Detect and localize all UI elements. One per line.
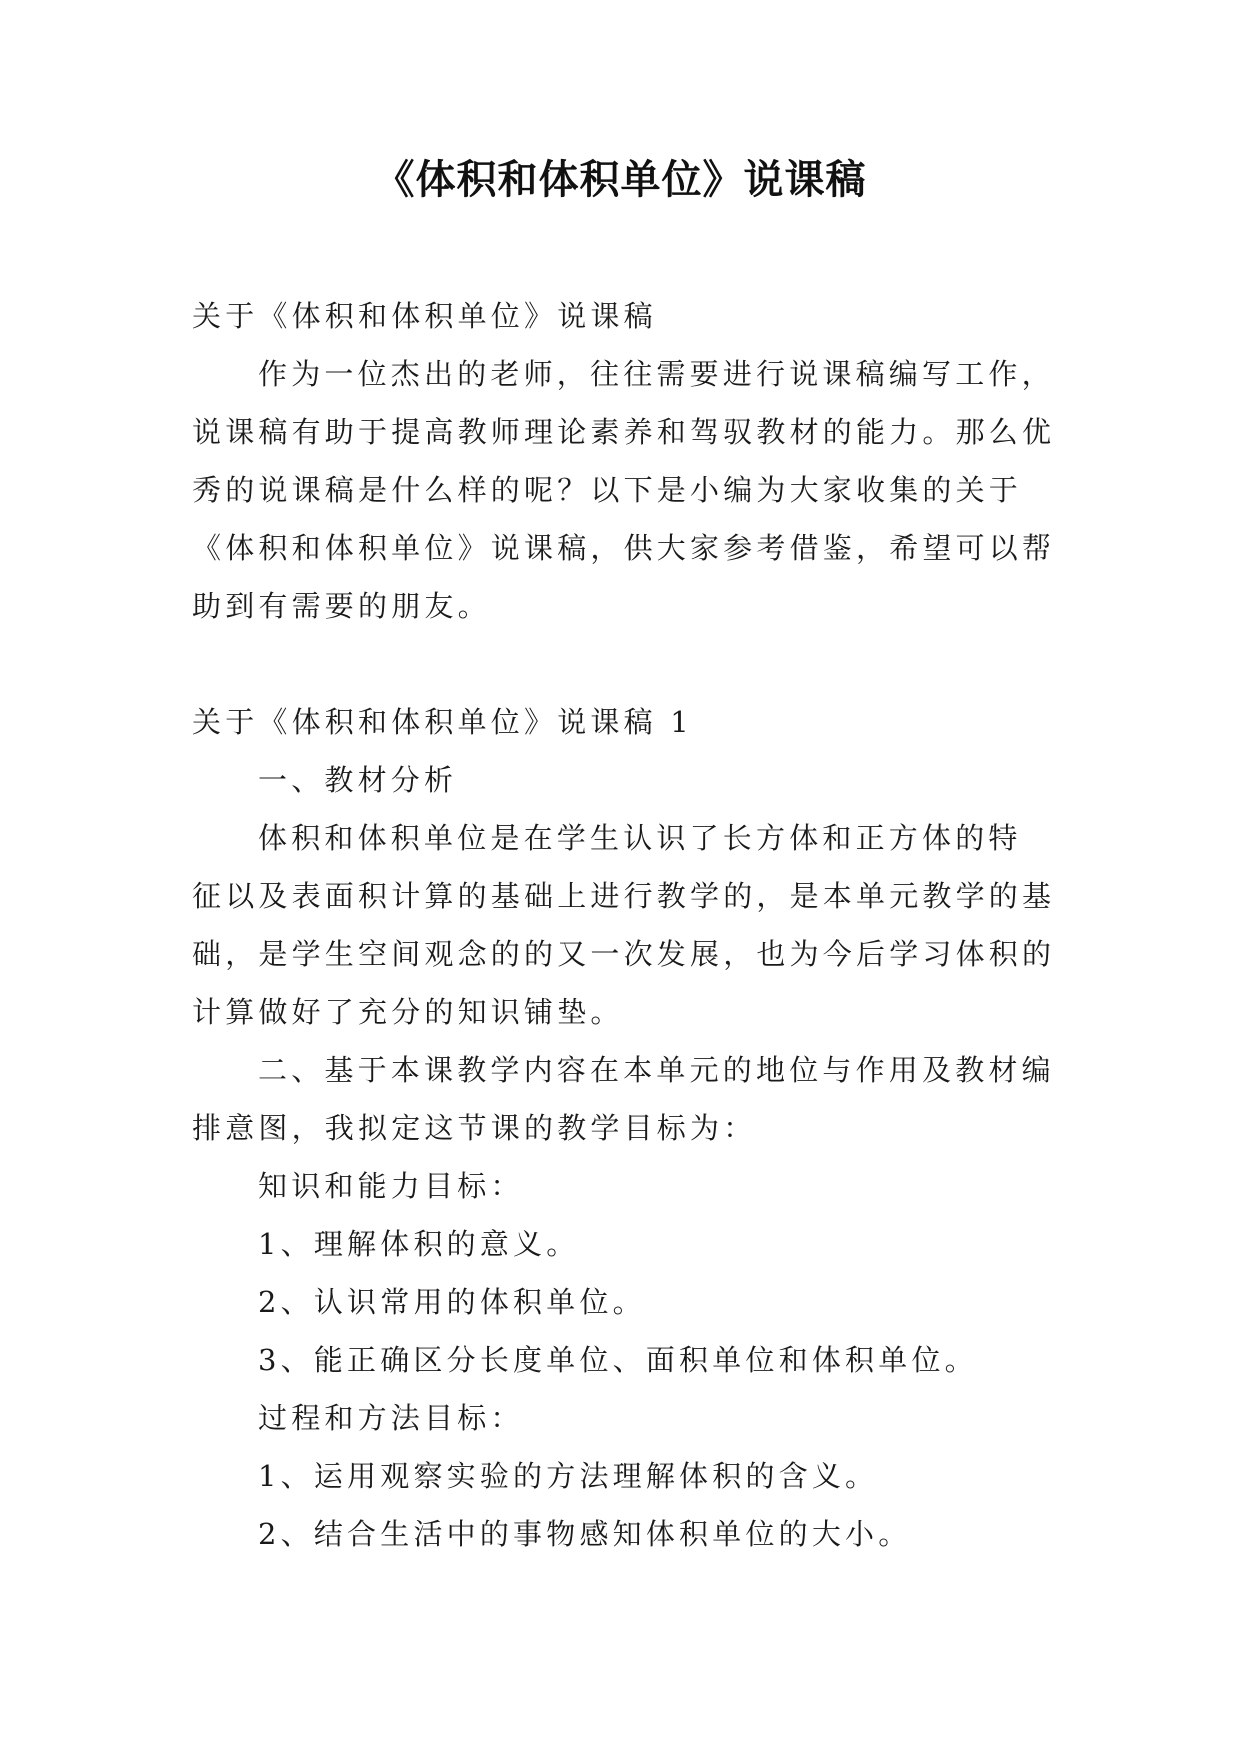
blank-line [192, 635, 1062, 693]
paragraph-line: 础，是学生空间观念的的又一次发展，也为今后学习体积的 [192, 937, 1056, 971]
document-body [192, 287, 1062, 1563]
subheading-line: 知识和能力目标： [258, 1169, 524, 1203]
paragraph-line: 二、基于本课教学内容在本单元的地位与作用及教材编 [258, 1053, 1055, 1087]
paragraph-line: 助到有需要的朋友。 [192, 589, 491, 623]
paragraph-line: 《体积和体积单位》说课稿，供大家参考借鉴，希望可以帮 [192, 531, 1056, 565]
list-item: 1、运用观察实验的方法理解体积的含义。 [258, 1459, 879, 1493]
paragraph-line: 说课稿有助于提高教师理论素养和驾驭教材的能力。那么优 [192, 415, 1056, 449]
paragraph-line: 体积和体积单位是在学生认识了长方体和正方体的特 [258, 821, 1022, 855]
paragraph-line: 征以及表面积计算的基础上进行教学的，是本单元教学的基 [192, 879, 1056, 913]
paragraph-line: 作为一位杰出的老师，往往需要进行说课稿编写工作， [258, 357, 1055, 391]
section-heading: 关于《体积和体积单位》说课稿 [192, 299, 657, 333]
paragraph-line: 秀的说课稿是什么样的呢？以下是小编为大家收集的关于 [192, 473, 1023, 507]
section-heading: 关于《体积和体积单位》说课稿 1 [192, 705, 693, 739]
paragraph-line: 排意图，我拟定这节课的教学目标为： [192, 1111, 757, 1145]
list-item: 2、结合生活中的事物感知体积单位的大小。 [258, 1517, 912, 1551]
document-title: 《体积和体积单位》说课稿 [374, 157, 867, 203]
paragraph-line: 计算做好了充分的知识铺垫。 [192, 995, 624, 1029]
list-item: 2、认识常用的体积单位。 [258, 1285, 646, 1319]
subheading-line: 过程和方法目标： [258, 1401, 524, 1435]
subheading-line: 一、教材分析 [258, 763, 458, 797]
list-item: 3、能正确区分长度单位、面积单位和体积单位。 [258, 1343, 978, 1377]
list-item: 1、理解体积的意义。 [258, 1227, 580, 1261]
